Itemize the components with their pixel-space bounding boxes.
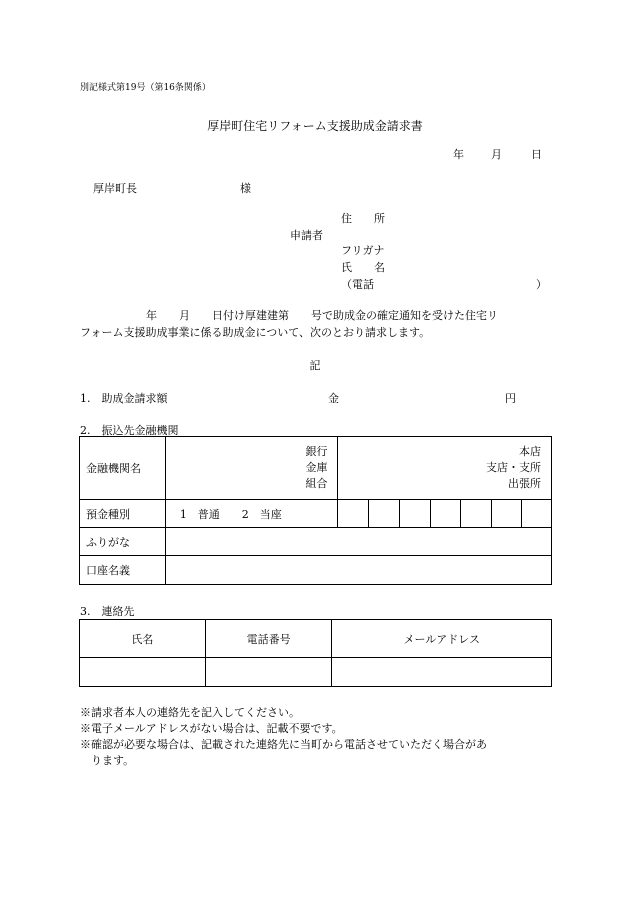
- applicant-name-label: 氏 名: [341, 261, 385, 274]
- account-name-label: 口座名義: [80, 556, 166, 585]
- account-digit-4[interactable]: [431, 500, 461, 528]
- ki-heading: 記: [309, 359, 321, 372]
- furigana-field[interactable]: [165, 528, 551, 556]
- contact-name-field[interactable]: [80, 658, 206, 687]
- contact-header-name: 氏名: [80, 620, 206, 658]
- account-name-field[interactable]: [165, 556, 551, 585]
- addressee-name: 厚岸町長: [93, 182, 137, 195]
- bank-type-kinko: 金庫: [305, 461, 328, 474]
- deposit-type-label: 預金種別: [80, 500, 166, 528]
- request-body: [80, 307, 550, 341]
- section3-label: 3. 連絡先: [80, 605, 135, 618]
- section1-kin: 金: [328, 392, 339, 405]
- note-3: ※確認が必要な場合は、記載された連絡先に当町から電話させていただく場合があ: [80, 738, 487, 751]
- date-day: 日: [531, 148, 542, 161]
- applicant-phone-open: （電話: [341, 278, 374, 291]
- account-digit-7[interactable]: [522, 500, 552, 528]
- section1-yen: 円: [505, 392, 516, 405]
- contact-header-phone: 電話番号: [205, 620, 332, 658]
- deposit-type-options[interactable]: 1 普通 2 当座: [165, 500, 338, 528]
- branch-type-shutchojo: 出張所: [508, 477, 541, 490]
- applicant-label: 申請者: [290, 229, 323, 242]
- addressee-honorific: 様: [240, 182, 251, 195]
- contact-header-email: メールアドレス: [332, 620, 552, 658]
- request-body-line-1: 年 月 日付け厚建建第 号で助成金の確定通知を受けた住宅リ: [146, 309, 498, 322]
- applicant-phone-close: ）: [536, 278, 547, 291]
- account-digit-2[interactable]: [369, 500, 400, 528]
- date-month: 月: [491, 148, 502, 161]
- contact-phone-field[interactable]: [205, 658, 332, 687]
- bank-name-label: 金融機関名: [80, 437, 166, 500]
- contact-email-field[interactable]: [332, 658, 552, 687]
- bank-type-ginko: 銀行: [305, 445, 328, 458]
- request-body-line-2: フォーム支援助成事業に係る助成金について、次のとおり請求します。: [80, 326, 431, 339]
- branch-type-honten: 本店: [519, 445, 541, 458]
- note-2: ※電子メールアドレスがない場合は、記載不要です。: [80, 722, 343, 735]
- page-title: 厚岸町住宅リフォーム支援助成金請求書: [207, 119, 423, 133]
- section1-label: 1. 助成金請求額: [80, 392, 168, 405]
- form-reference: 別記様式第19号（第16条関係）: [80, 83, 211, 93]
- account-digit-6[interactable]: [492, 500, 522, 528]
- bank-type-kumiai: 組合: [305, 477, 328, 490]
- applicant-address-label: 住 所: [341, 212, 385, 225]
- furigana-label: ふりがな: [80, 528, 166, 556]
- note-4: ります。: [80, 754, 135, 767]
- date-year: 年: [453, 148, 464, 161]
- section2-label: 2. 振込先金融機関: [80, 424, 179, 437]
- branch-type-cell[interactable]: [338, 437, 552, 500]
- applicant-furigana-label: フリガナ: [341, 244, 385, 257]
- notes: [80, 705, 487, 769]
- note-1: ※請求者本人の連絡先を記入してください。: [80, 706, 300, 719]
- bank-type-cell[interactable]: [165, 437, 338, 500]
- contact-table: [79, 619, 552, 687]
- branch-type-shiten: 支店・支所: [486, 461, 541, 474]
- account-digit-5[interactable]: [461, 500, 492, 528]
- bank-table: [79, 436, 552, 585]
- account-digit-1[interactable]: [338, 500, 369, 528]
- account-digit-3[interactable]: [400, 500, 431, 528]
